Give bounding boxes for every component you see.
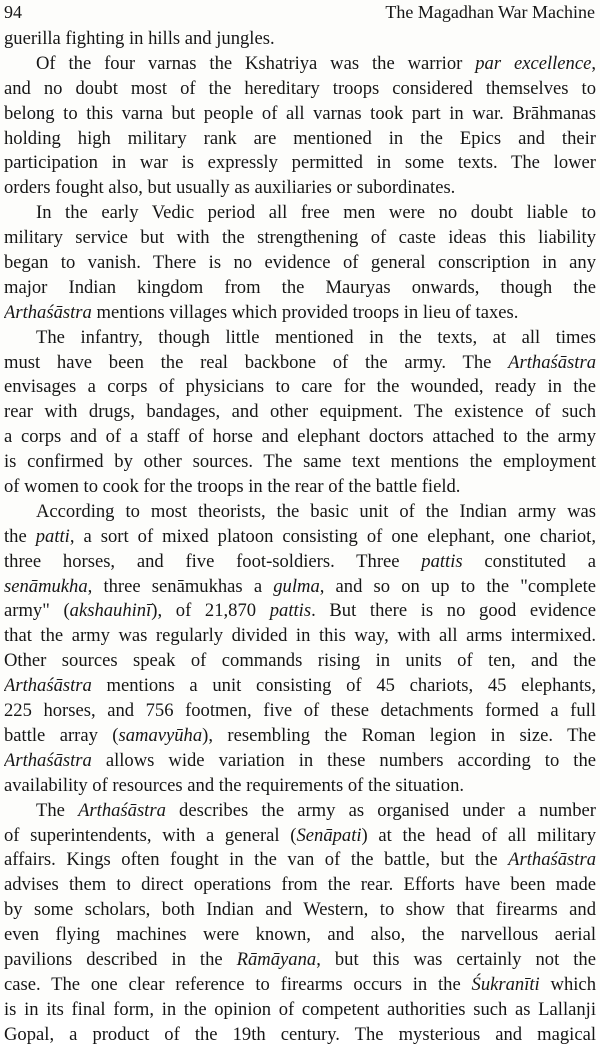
text-line: Arthaśāstra allows wide variation in these numbers according to the xyxy=(4,749,596,771)
text-line: major Indian kingdom from the Mauryas onwards, though the xyxy=(4,276,596,298)
text-line: case. The one clear reference to firearms occurs in the Śukranīti which xyxy=(4,973,596,995)
text-line: In the early Vedic period all free men were no doubt liable to xyxy=(36,202,596,224)
text-line: belong to this varna but people of all varnas took part in war. Brāhmanas xyxy=(4,102,596,124)
text-line: pavilions described in the Rāmāyana, but this was certainly not the xyxy=(4,948,596,970)
text-line: rear with drugs, bandages, and other equipment. The existence of such xyxy=(4,401,596,423)
text-line: senāmukha, three senāmukhas a gulma, and so on up to the "complete xyxy=(4,575,596,597)
text-line: The infantry, though little mentioned in the texts, at all times xyxy=(36,326,596,348)
text-line: must have been the real backbone of the army. The Arthaśāstra xyxy=(4,351,596,373)
text-line: participation in war is expressly permitted in some texts. The lower xyxy=(4,152,596,174)
body-text xyxy=(4,27,596,1048)
text-line: even flying machines were known, and also, the narvellous aerial xyxy=(4,924,596,946)
text-line: 225 horses, and 756 footmen, five of these detachments formed a full xyxy=(4,700,596,722)
text-line: Arthaśāstra mentions a unit consisting of 45 chariots, 45 elephants, xyxy=(4,675,596,697)
text-line: envisages a corps of physicians to care for the wounded, ready in the xyxy=(4,376,596,398)
text-line: battle array (samavyūha), resembling the Roman legion in size. The xyxy=(4,724,596,746)
text-line: guerilla fighting in hills and jungles. xyxy=(4,28,275,49)
text-line: the patti, a sort of mixed platoon consisting of one elephant, one chariot, xyxy=(4,525,596,547)
text-line: The Arthaśāstra describes the army as organised under a number xyxy=(36,799,596,821)
text-line: Gopal, a product of the 19th century. The mysterious and magical xyxy=(4,1023,596,1045)
text-line: Other sources speak of commands rising in units of ten, and the xyxy=(4,650,596,672)
text-line: army" (akshauhinī), of 21,870 pattis. But there is no good evidence xyxy=(4,600,596,622)
text-line: is in its final form, in the opinion of competent authorities such as Lallanji xyxy=(4,998,596,1020)
text-line: advises them to direct operations from the rear. Efforts have been made xyxy=(4,874,596,896)
text-line: affairs. Kings often fought in the van of the battle, but the Arthaśāstra xyxy=(4,849,596,871)
text-line: is confirmed by other sources. The same text mentions the employment xyxy=(4,451,596,473)
running-title: The Magadhan War Machine xyxy=(385,2,595,22)
text-line: orders fought also, but usually as auxiliaries or subordinates. xyxy=(4,177,456,199)
text-line: and no doubt most of the hereditary troops considered themselves to xyxy=(4,77,596,99)
text-line: that the army was regularly divided in this way, with all arms intermixed. xyxy=(4,625,596,647)
text-line: military service but with the strengthening of caste ideas this liability xyxy=(4,227,596,249)
text-line: Arthaśāstra mentions villages which provided troops in lieu of taxes. xyxy=(4,301,519,323)
text-line: According to most theorists, the basic unit of the Indian army was xyxy=(36,500,596,522)
text-line: Of the four varnas the Kshatriya was the warrior par excellence, xyxy=(36,52,596,74)
text-line: by some scholars, both Indian and Western, to show that firearms and xyxy=(4,899,596,921)
text-line: of women to cook for the troops in the rear of the battle field. xyxy=(4,476,461,498)
page-number: 94 xyxy=(4,2,22,22)
text-line: holding high military rank are mentioned in the Epics and their xyxy=(4,127,596,149)
text-line: three horses, and five foot-soldiers. Three pattis constituted a xyxy=(4,550,596,572)
text-line: availability of resources and the requirements of the situation. xyxy=(4,774,465,796)
text-line: a corps and of a staff of horse and elephant doctors attached to the army xyxy=(4,426,596,448)
text-line: began to vanish. There is no evidence of general conscription in any xyxy=(4,252,596,274)
page-header xyxy=(4,1,595,23)
text-line: of superintendents, with a general (Senāpati) at the head of all military xyxy=(4,824,596,846)
